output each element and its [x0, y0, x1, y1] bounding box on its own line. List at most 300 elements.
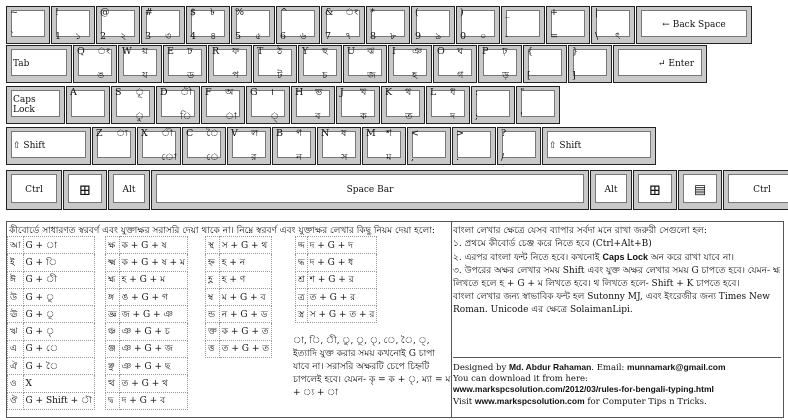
key-glyph-tr: থ [405, 87, 412, 98]
key-glyph-tl: & [325, 7, 334, 18]
rule-letter: ঋ [8, 323, 24, 340]
key-glyph-tr: ৈ [206, 128, 219, 139]
rule-keys: G + ৃ [23, 323, 95, 340]
key-glyph-tl: D [160, 87, 168, 98]
key-glyph-bl: [ [527, 70, 531, 81]
key-glyph-tl: Z [96, 128, 103, 139]
space-bar-key[interactable] [151, 170, 589, 210]
rule-letter: ক্ষ [106, 237, 120, 254]
rule-row [8, 237, 95, 254]
rule-row [106, 375, 188, 392]
rule-letter: ম্ব [206, 288, 220, 305]
key-glyph-br: চ [322, 70, 328, 81]
key-glyph-br: দ [450, 111, 456, 122]
key-glyph-br: স [341, 152, 348, 163]
rule-row [8, 358, 95, 375]
key-glyph-tl: ( [415, 7, 419, 18]
key-glyph-br: ২ [120, 31, 127, 42]
rule-letter: এ [8, 340, 24, 357]
rule-row [8, 288, 95, 305]
key-glyph-tr: ঠ [277, 46, 283, 57]
backspace-key[interactable] [636, 6, 752, 44]
key-glyph-br: ম [386, 152, 392, 163]
key-glyph-tl: T [257, 46, 264, 57]
key-m[interactable] [362, 127, 406, 165]
key-glyph-bl: . [456, 152, 460, 163]
rule-row [8, 323, 95, 340]
key-r0-11[interactable] [501, 6, 545, 44]
rule-keys: জ + G + ঞ [119, 306, 187, 323]
shift-key[interactable] [6, 127, 91, 165]
key-j[interactable] [336, 86, 380, 124]
key-glyph-tr: । [270, 87, 274, 98]
rule-row [106, 237, 188, 254]
rule-keys: G + ূ [23, 306, 95, 323]
rule-letter: ঞ্চ [106, 323, 120, 340]
windows-key[interactable] [633, 170, 677, 210]
key-glyph-br: ড় [502, 70, 509, 81]
key-glyph-br: হ [412, 70, 418, 81]
key-glyph-br: য [142, 70, 148, 81]
key-label: Space Bar [346, 185, 394, 195]
key-glyph-bl: ] [572, 70, 576, 81]
key-glyph-br: ৮ [390, 31, 397, 42]
key-label: ⇧ Shift [13, 141, 46, 151]
ctrl-key[interactable] [723, 170, 788, 210]
rule-letter: শ্র [296, 271, 308, 288]
key-r0-0[interactable] [6, 6, 50, 44]
author-name: Md. Abdur Rahaman [508, 362, 592, 372]
key-glyph-tl: G [250, 87, 258, 98]
rule-letter: ত্ত [206, 340, 220, 357]
rule-keys: G + ি [23, 254, 95, 271]
windows-logo-icon: ⊞ [78, 181, 92, 199]
rule-keys: G + ে [23, 340, 95, 357]
key-glyph-bl: 1 [55, 31, 62, 42]
rule-letter: ন্ড [206, 306, 220, 323]
rule-row [106, 306, 188, 323]
key-glyph-bl: 0 [460, 31, 467, 42]
rule-row [206, 254, 272, 271]
key-r0-13[interactable] [591, 6, 635, 44]
rule-keys: G + Shift + ৗ [23, 392, 95, 409]
key-label: ← Back Space [662, 20, 726, 30]
key-z[interactable] [92, 127, 136, 165]
rule-letter: জ্ঞ [106, 306, 120, 323]
key-glyph-tl: ! [55, 7, 59, 18]
key-glyph-tl: @ [100, 7, 110, 18]
key-r0-12[interactable] [546, 6, 590, 44]
rule-letter: ঞ্জ [106, 340, 120, 357]
key-glyph-tl: % [235, 7, 245, 18]
key-glyph-tr: ী [180, 87, 192, 98]
key-glyph-tl: E [167, 46, 174, 57]
key-n[interactable] [317, 127, 361, 165]
rule-keys: হ + G + ম [119, 271, 187, 288]
key-label: Alt [604, 185, 618, 195]
key-glyph-tr: ঝ [367, 46, 375, 57]
rule-keys: G + ৈ [23, 358, 95, 375]
key-r0-8[interactable] [366, 6, 410, 44]
menu-key[interactable] [678, 170, 722, 210]
rules-table-conjuncts-3 [295, 236, 377, 323]
rule-letter: হ্ম [106, 271, 120, 288]
rule-keys: স + G + ত + র [307, 306, 377, 323]
key-glyph-bl: / [501, 152, 505, 163]
rule-keys: হ + ন [219, 254, 271, 271]
key-glyph-tl: K [385, 87, 393, 98]
key-glyph-tl: ) [460, 7, 464, 18]
key-glyph-bl: ` [10, 31, 15, 42]
rule-keys: ত + G + থ [119, 375, 187, 392]
rule-keys: G + া [23, 237, 95, 254]
key-glyph-tr: ল [251, 128, 259, 139]
key-glyph-tl: X [141, 128, 148, 139]
key-r3-10[interactable] [497, 127, 541, 165]
key-r0-2[interactable] [96, 6, 140, 44]
rule-keys: ত + G + ত [219, 340, 271, 357]
key-b[interactable] [272, 127, 316, 165]
rule-keys: দ + G + দ [307, 237, 377, 254]
key-r3-8[interactable] [407, 127, 451, 165]
key-glyph-tl: : [475, 87, 479, 98]
key-r0-7[interactable] [321, 6, 365, 44]
rule-letter: হ্ণ [206, 271, 220, 288]
rule-keys: দ + G + ধ [307, 254, 377, 271]
key-g[interactable] [246, 86, 290, 124]
note-4: বাংলা লেখার জন্য স্বাভাবিক ফন্ট হল Sutonny MJ, এবং ইংরেজীর জন্য Times New Roman. Unicode এর ক্ষেত্রে SolaimanLipi. [453, 292, 770, 315]
notes-title: বাংলা লেখার ক্ষেত্রে যেসব ব্যাপার সর্বদা মনে রাখা জরুরী সেগুলো হল: [453, 226, 707, 236]
rule-row [106, 254, 188, 271]
key-r2-10[interactable] [471, 86, 515, 124]
key-glyph-br: ঙ [97, 70, 105, 81]
rule-letter: স্থ [206, 237, 220, 254]
shift-arrow-icon: ⇧ [549, 141, 560, 151]
key-glyph-tr: ং [345, 7, 359, 18]
key-glyph-bl: 4 [190, 31, 197, 42]
shift-arrow-icon: ⇧ [13, 141, 24, 151]
rule-keys: শ + G + র [307, 271, 377, 288]
key-glyph-tr: ং [97, 46, 111, 57]
rule-row [106, 323, 188, 340]
key-glyph-tr: অ [225, 87, 234, 98]
key-e[interactable] [163, 45, 207, 83]
rule-keys: G + ী [23, 271, 95, 288]
rule-letter: ক্ষ্ম [106, 254, 120, 271]
key-f[interactable] [201, 86, 245, 124]
key-k[interactable] [381, 86, 425, 124]
key-glyph-tl: M [366, 128, 376, 139]
key-y[interactable] [298, 45, 342, 83]
caps-lock-mention: Caps Lock [602, 252, 648, 262]
key-w[interactable] [118, 45, 162, 83]
key-glyph-tl: I [392, 46, 396, 57]
key-o[interactable] [433, 45, 477, 83]
rule-row [106, 392, 188, 409]
key-glyph-tl: # [145, 7, 153, 18]
rule-keys: ঞ + G + জ [119, 340, 187, 357]
rule-row [206, 323, 272, 340]
rule-row [206, 271, 272, 288]
rule-row [296, 306, 377, 323]
key-glyph-br: প [232, 70, 239, 81]
key-glyph-tl: J [340, 87, 344, 98]
key-glyph-tr: খ [360, 87, 367, 98]
key-glyph-br: ৬ [300, 31, 307, 42]
key-glyph-tl: O [437, 46, 445, 57]
key-glyph-tl: * [370, 7, 375, 18]
rule-row [106, 340, 188, 357]
key-glyph-tr: ্য [116, 128, 128, 139]
key-label: Ctrl [25, 185, 43, 195]
key-v[interactable] [227, 127, 271, 165]
key-glyph-bl: 6 [280, 31, 287, 42]
key-a[interactable] [66, 86, 110, 124]
rule-row [206, 288, 272, 305]
key-glyph-bl: 3 [145, 31, 152, 42]
rule-letter: ই [8, 254, 24, 271]
key-d[interactable] [156, 86, 200, 124]
menu-icon: ▤ [693, 182, 707, 198]
key-glyph-tl: H [295, 87, 304, 98]
key-r0-5[interactable] [231, 6, 275, 44]
kar-rules-paragraph: া, ি, ী, ু, ূ, ৃ, ে, ৈ, ্, ইত্যাদি যুক্ত করার সময় কখনোই G চাপা যাবে না। সরাসরি অক্ষরটি চেপে চিহ্নটি চাপলেই হবে। যেমন- কৃ = ক + ৃ, ম্যা = ম + ্য + া [293, 336, 451, 398]
key-r0-3[interactable] [141, 6, 185, 44]
key-label: ⇧ Shift [549, 141, 582, 151]
key-glyph-br: ত [405, 111, 413, 122]
note-3: ৩. উপরের অক্ষর লেখার সময় Shift এবং যুক্ত অক্ষর লেখার সময় G চাপতে হবে। যেমন- হ্ম লিখতে হলে হ + G + ম লিখতে হবে। থ লিখতে হলে- Shift + K চাপতে হবে। [453, 266, 781, 289]
key-glyph-br: ট [277, 70, 283, 81]
rules-table-vowels [7, 236, 95, 410]
key-glyph-br: ১ [75, 31, 82, 42]
key-glyph-tl: N [321, 128, 330, 139]
key-glyph-bl: 8 [370, 31, 377, 42]
key-glyph-br: ্ [270, 111, 279, 122]
key-glyph-bl: - [505, 31, 509, 42]
rules-title: কীবোর্ডে সাধারণত স্বরবর্ণ এবং যুক্তাক্ষর সরাসরি দেয়া থাকে না। নিম্নে স্বরবর্ণ এবং যুক্তাক্ষর লেখার কিছু নিয়ম দেয়া হলো: [9, 226, 435, 236]
key-glyph-br: ু [135, 111, 144, 122]
key-glyph-tr: ফ [232, 46, 240, 57]
windows-key[interactable] [63, 170, 107, 210]
key-glyph-tl: V [231, 128, 238, 139]
key-glyph-bl: 2 [100, 31, 107, 42]
key-c[interactable] [182, 127, 226, 165]
rule-row [206, 306, 272, 323]
rule-keys: দ + G + ব [119, 392, 187, 409]
rule-row [206, 340, 272, 357]
key-label: ↵ Enter [657, 59, 694, 69]
rule-keys: ক + G + ত [219, 323, 271, 340]
key-glyph-tl: ^ [280, 7, 288, 18]
key-glyph-bl: ' [520, 111, 523, 122]
typing-rules-panel [6, 221, 784, 418]
divider [451, 222, 452, 417]
key-glyph-bl: 9 [415, 31, 422, 42]
rule-row [8, 340, 95, 357]
key-glyph-tr: ষ [341, 128, 347, 139]
rule-letter: দ্ব [106, 392, 120, 409]
rule-keys: X [23, 375, 95, 392]
key-r1-12[interactable] [568, 45, 612, 83]
key-glyph-bl: , [411, 152, 415, 163]
key-glyph-br: ি [180, 111, 192, 122]
key-glyph-tl: L [430, 87, 437, 98]
key-glyph-br: া [225, 111, 237, 122]
key-q[interactable] [73, 45, 117, 83]
rule-keys: স + G + থ [219, 237, 271, 254]
tab-key[interactable] [6, 45, 72, 83]
rule-letter: ত্থ [106, 375, 120, 392]
key-p[interactable] [478, 45, 522, 83]
key-x[interactable] [137, 127, 181, 165]
shift-key[interactable] [542, 127, 656, 165]
rule-keys: হ + ণ [219, 271, 271, 288]
rule-letter: ঊ [8, 306, 24, 323]
key-label: Ctrl [753, 185, 771, 195]
ctrl-key[interactable] [6, 170, 62, 210]
key-glyph-tl: C [186, 128, 194, 139]
rule-letter: ঐ [8, 358, 24, 375]
rule-row [8, 392, 95, 409]
rule-keys: ক + G + ষ + ম [119, 254, 187, 271]
key-glyph-br: ৯ [435, 31, 442, 42]
key-glyph-tl: P [482, 46, 489, 57]
download-link[interactable]: www.markspcsolution.com/2012/03/rules-for-bengali-typing.html [453, 384, 714, 394]
key-s[interactable] [111, 86, 155, 124]
notes-list [453, 238, 781, 317]
rule-letter: ত্র [296, 288, 308, 305]
key-glyph-tr: য় [142, 46, 148, 57]
key-r0-6[interactable] [276, 6, 320, 44]
key-glyph-tl: U [347, 46, 356, 57]
alt-key[interactable] [590, 170, 632, 210]
key-glyph-br: ৩ [165, 31, 172, 42]
rule-letter: ক্ত [206, 323, 220, 340]
key-glyph-tl: + [550, 7, 558, 18]
key-glyph-tl: " [520, 87, 525, 98]
rule-letter: হ্ন [206, 254, 220, 271]
key-i[interactable] [388, 45, 432, 83]
key-glyph-br: জ [367, 70, 376, 81]
key-glyph-br: ৭ [345, 31, 352, 42]
key-u[interactable] [343, 45, 387, 83]
rule-row [8, 271, 95, 288]
key-glyph-tr: ঞ [412, 46, 423, 57]
key-glyph-br: ব [315, 111, 321, 122]
enter-key[interactable] [613, 45, 707, 83]
rule-letter: দ্ধ [296, 254, 308, 271]
rule-keys: ত + G + র [307, 288, 377, 305]
rule-keys: ঞ + G + চ [119, 323, 187, 340]
key-r[interactable] [208, 45, 252, 83]
key-glyph-bl: \ [595, 31, 599, 42]
key-glyph-tr: ঢ [187, 46, 193, 57]
rule-keys: ক + G + ষ [119, 237, 187, 254]
email-link[interactable]: munnamark@gmail.com [627, 362, 726, 372]
key-glyph-tr: শ [386, 128, 392, 139]
rule-keys: G + ু [23, 288, 95, 305]
key-glyph-tl: S [115, 87, 122, 98]
key-glyph-tl: _ [505, 7, 510, 18]
rule-letter: ঞ্ছ [106, 358, 120, 375]
key-r0-9[interactable] [411, 6, 455, 44]
note-2: ২. এরপর বাংলা ফন্ট নিতে হবে। কখনোই Caps Lock অন করে রাখা যাবে না। [453, 252, 735, 263]
key-glyph-tl: { [527, 46, 534, 57]
key-label: Tab [13, 59, 30, 69]
rule-letter: আ [8, 237, 24, 254]
rule-row [106, 271, 188, 288]
key-glyph-br: ৎ [615, 31, 621, 42]
key-glyph-tl: ~ [10, 7, 18, 18]
key-r0-4[interactable] [186, 6, 230, 44]
caps-lock-key[interactable] [6, 86, 65, 124]
key-glyph-tr: ৗ [161, 128, 173, 139]
rule-keys: ন + G + ড [219, 306, 271, 323]
alt-key[interactable] [108, 170, 150, 210]
key-r3-9[interactable] [452, 127, 496, 165]
rule-letter: দ্দ [296, 237, 308, 254]
key-label: Caps Lock [13, 95, 36, 115]
rules-table-conjuncts-2 [205, 236, 272, 358]
rules-table-conjuncts-1 [105, 236, 188, 410]
key-glyph-tr: ধ [450, 87, 456, 98]
key-glyph-tr: ণ [296, 128, 302, 139]
key-r0-10[interactable] [456, 6, 500, 44]
key-glyph-bl: 7 [325, 31, 332, 42]
key-glyph-tl: Y [302, 46, 309, 57]
rule-letter: স্ত্র [296, 306, 308, 323]
key-l[interactable] [426, 86, 470, 124]
rule-row [296, 254, 377, 271]
rule-letter: ও [8, 375, 24, 392]
key-glyph-tl: F [205, 87, 212, 98]
key-glyph-br: র [251, 152, 257, 163]
key-glyph-tr: ছ [322, 46, 328, 57]
rule-row [106, 358, 188, 375]
key-glyph-tl: | [595, 7, 599, 18]
rule-row [8, 306, 95, 323]
key-r2-11[interactable] [516, 86, 560, 124]
rule-keys: ম + G + ব [219, 288, 271, 305]
key-r0-1[interactable] [51, 6, 95, 44]
key-glyph-tr: ঢ় [502, 46, 508, 57]
key-glyph-br: গ [457, 70, 464, 81]
rule-row [106, 288, 188, 305]
key-glyph-br: ন [296, 152, 302, 163]
key-glyph-br: ৫ [255, 31, 262, 42]
key-label: Alt [122, 185, 136, 195]
key-t[interactable] [253, 45, 297, 83]
key-r1-11[interactable] [523, 45, 567, 83]
key-glyph-br: ে [206, 152, 219, 163]
key-glyph-tl: > [456, 128, 464, 139]
key-glyph-br: ড [187, 70, 195, 81]
key-glyph-tl: $ [190, 7, 197, 18]
key-glyph-tr: ভ [315, 87, 323, 98]
site-link[interactable]: www.markspcsolution.com [474, 395, 585, 406]
key-glyph-tl: Q [77, 46, 85, 57]
key-glyph-tl: ? [501, 128, 507, 139]
key-h[interactable] [291, 86, 335, 124]
rule-row [8, 254, 95, 271]
key-glyph-br: ৪ [210, 31, 217, 42]
rule-row [8, 375, 95, 392]
rule-letter: উ [8, 288, 24, 305]
rule-row [296, 288, 377, 305]
key-glyph-tr: ৳ [210, 7, 215, 18]
key-glyph-br: ০ [480, 31, 487, 42]
rule-row [296, 237, 377, 254]
